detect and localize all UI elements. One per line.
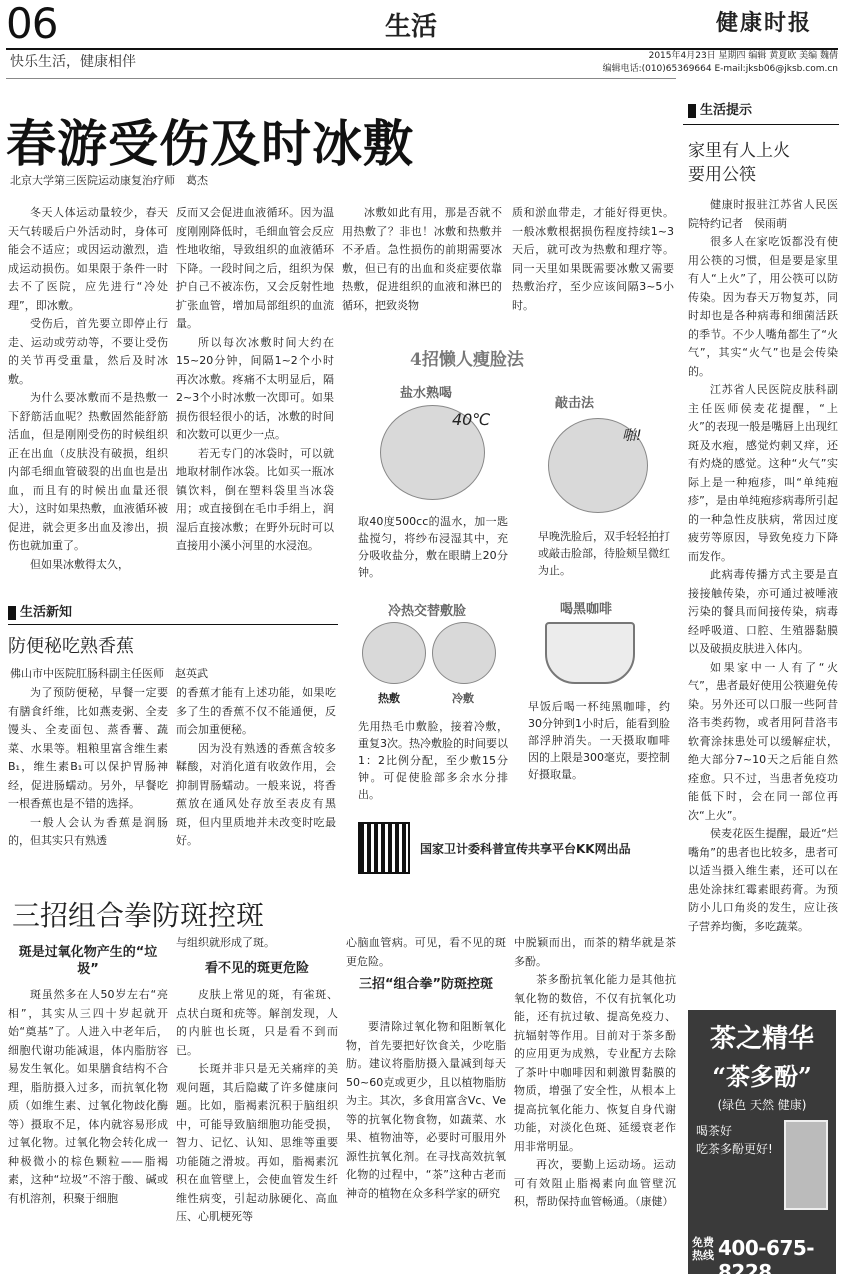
issue-date-editors: 2015年4月23日 星期四 编辑 黄夏欧 美编 魏倩: [648, 51, 838, 61]
article3-subhead1: 斑是过氧化物产生的“垃圾”: [18, 945, 158, 977]
section-rule: [8, 624, 338, 625]
paragraph: 但如果冰敷得太久，: [30, 557, 129, 571]
product-bottle-image: [784, 1120, 828, 1210]
paragraph: 此病毒传播方式主要是直接接触传染，亦可通过被唾液污染的餐具而间接传染，病毒经呼吸道、口腔、生殖器黏膜以及破损皮肤进入体内。: [688, 568, 838, 655]
coffee-cup-illustration: [545, 622, 635, 684]
paragraph: 冰敷如此有用，那是否就不用热敷了？非也！冰敷和热敷并不矛盾。急性损伤的前期需要冰敷，但已有的出血和炎症要依靠热敷，促进组织的血液和淋巴的循环，把致炎物: [342, 206, 502, 312]
article3-col1: [8, 986, 168, 1276]
article1-byline: 北京大学第三医院运动康复治疗师 葛杰: [10, 174, 208, 187]
ad-phone[interactable]: 400-675-8228: [718, 1236, 815, 1284]
paragraph: 斑虽然多在人50岁左右“亮相”，其实从三四十岁起就开始“奠基”了。人进入中老年后，细胞代谢功能减退，体内脂肪容易发生氧化。如果膳食结构不合理，脂肪摄入过多，而抗氧化物质（如维生素、过氧化物歧化酶等）摄取不足，体内就容易形成过氧化物。过氧化物会转化成一种极微小的棕色颗粒——脂褐素，这种“垃圾”不溶于酸、碱或有机溶剂，积聚于细胞: [8, 988, 168, 1205]
article2-title: 防便秘吃熟香蕉: [8, 636, 134, 657]
article2-col1: [8, 684, 168, 872]
article1-col2: [176, 204, 334, 599]
article3-col4: [514, 934, 676, 1276]
method-caption: 先用热毛巾敷脸，接着冷敷，重复3次。热冷敷脸的时间要以1：2比例分配，至少敷15分钟。可促使脸部多余水分排出。: [358, 720, 508, 801]
sidebar-rule: [683, 124, 839, 125]
ad-slogan2: 吃茶多酚更好!: [696, 1142, 773, 1156]
paragraph: 长斑并非只是无关痛痒的美观问题，其后隐藏了许多健康问题。比如，脂褐素沉积于脑组织中，可能导致脑细胞功能受损，智力、记忆、认知、思维等重要功能随之滑坡。再如，脂褐素沉积在血管壁上，会使血管发生纤维性病变，引起动脉硬化、高血压、心肌梗死等: [176, 1062, 338, 1223]
article3-col2-intro: 与组织就形成了斑。: [176, 936, 275, 949]
method-caption: 早晚洗脸后，双手轻轻拍打或敲击脸部，待脸颊呈微红为止。: [538, 530, 670, 577]
newspaper-logo: 健康时报: [716, 10, 813, 36]
article2-col2: [176, 684, 336, 872]
paragraph: 侯麦花医生提醒，最近“烂嘴角”的患者也比较多，患者可以适当摄入维生素，还可以在患处涂抹红霉素眼药膏。为预防小儿口角炎的发生，应让孩子营养均衡，多吃蔬菜。: [688, 827, 838, 933]
method-title: 喝黑咖啡: [560, 602, 613, 617]
paragraph: 受伤后，首先要立即停止行走、运动或劳动等，不要让受伤的关节再受重量，然后及时冰敷。: [8, 317, 168, 386]
paragraph: 反而又会促进血液循环。因为温度刚刚降低时，毛细血管会反应性地收缩，导致组织的血液循环下降。一段时间之后，组织为保护自己不被冻伤，又会反射性地扩张血管，增加局部组织的血流量。: [176, 206, 334, 330]
article3-col3-intro: 心脑血管病。可见，看不见的斑更危险。: [346, 936, 506, 968]
method-title: 冷热交替敷脸: [388, 604, 467, 619]
sidebar-title: [688, 139, 790, 187]
article1-col4: [512, 204, 674, 334]
paragraph: 的香蕉才能有上述功能，如果吃多了生的香蕉不仅不能通便，反而会加重便秘。: [176, 686, 336, 736]
hot-label: 热敷: [378, 692, 400, 705]
ad-hotline-label: 免费热线: [692, 1236, 714, 1262]
paragraph: 皮肤上常见的斑，有雀斑、点状白斑和疣等。解剖发现，人的内脏也长斑，只是看不到而已。: [176, 988, 338, 1057]
section-label-new-knowledge: 生活新知: [8, 606, 72, 620]
paragraph: 因为没有熟透的香蕉含较多鞣酸，对消化道有收敛作用，会抑制胃肠蠕动。一般来说，将香蕉放在通风处存放至表皮有黑斑，但内里质地并未改变时吃最好。: [176, 741, 336, 847]
article3-subhead3: 三招“组合拳”防斑控斑: [358, 977, 494, 992]
article1-col1: [8, 204, 168, 599]
figure-title: 4招懒人瘦脸法: [410, 350, 524, 370]
qr-code: [358, 822, 410, 874]
issue-meta: [560, 50, 838, 76]
method-caption: 早饭后喝一杯纯黑咖啡，约30分钟到1小时后，能看到脸部浮肿消失。一天摄取咖啡因的上限是300毫克，要控制好摄取量。: [528, 700, 670, 781]
face-hot-illustration: [362, 622, 426, 684]
temperature-label: 40℃: [452, 410, 491, 429]
paragraph: 质和淤血带走，才能好得更快。一般冰敷根据损伤程度持续1~3天后，就可改为热敷和理疗等。同一天里如果既需要冰敷又需要热敷治疗，至少应该间隔3~5小时。: [512, 206, 674, 312]
sidebar-title-line1: 家里有人上火: [688, 141, 790, 161]
article3-col2: [176, 986, 338, 1276]
paragraph: 茶多酚抗氧化能力是其他抗氧化物的数倍，不仅有抗氧化功能，还有抗过敏、提高免疫力、抗辐射等作用。目前对于茶多酚的应用更为成熟，专业配方去除了茶叶中咖啡因和刺激胃黏膜的物质，增强了安全性，从根本上提高抗氧化能力、恢复自身代谢功能，对淡化色斑、延缓衰老作用非常明显。: [514, 973, 676, 1153]
article2-byline: 佛山市中医院肛肠科副主任医师 赵英武: [10, 667, 208, 680]
paragraph: 一般人会认为香蕉是润肠的，但其实只有熟透: [8, 815, 168, 847]
article3-subhead2: 看不见的斑更危险: [204, 961, 309, 976]
headline: 春游受伤及时冰敷: [6, 114, 414, 173]
paragraph: 中脱颖而出，而茶的精华就是茶多酚。: [514, 936, 676, 968]
paragraph: 很多人在家吃饭都没有使用公筷的习惯，但是要是家里有人“上火”了，用公筷可以防传染。因为春天万物复苏，同时却也是各种病毒和细菌活跃的季节。不少人嘴角都生了“火气”，其实“火气”也是会传染的。: [688, 235, 838, 378]
section-title: 生活: [385, 12, 438, 42]
sound-label: 啪!: [622, 428, 642, 444]
paragraph: 健康时报驻江苏省人民医院特约记者 侯雨萌: [688, 198, 838, 230]
method-caption: 取40度500cc的温水，加一匙盐搅匀，将纱布浸湿其中，充分吸收盐分，敷在眼睛上20分钟。: [358, 515, 508, 579]
ad-tagline: (绿色 天然 健康): [717, 1098, 807, 1112]
sidebar-body: [688, 196, 838, 1004]
sidebar-title-line2: 要用公筷: [688, 165, 756, 185]
article1-col3: [342, 204, 502, 334]
paragraph: 若无专门的冰袋时，可以就地取材制作冰袋。比如买一瓶冰镇饮料，倒在塑料袋里当冰袋用；或直接倒在毛巾手绢上，润湿后直接冰敷；在野外玩时可以直接用小溪小河里的水浸泡。: [176, 446, 334, 552]
paragraph: 再次，要勤上运动场。运动可有效阻止脂褐素向血管壁沉积，帮助保持血管畅通。（康健）: [514, 1158, 676, 1208]
page-number: 06: [6, 0, 58, 48]
advertisement[interactable]: [688, 1010, 836, 1284]
paragraph: 为什么要冰敷而不是热敷一下舒筋活血呢？热敷固然能舒筋活血，但是刚刚受伤的时候组织正在出血（皮肤没有破损，组织内部毛细血管破裂的出血也是出血，而且有的时候出血量还很大），这时如果热敷，血液循环被促进，就会更多出血及渗出，损伤也就加重了。: [8, 391, 168, 552]
paragraph: 江苏省人民医院皮肤科副主任医师侯麦花提醒，“上火”的表现一般是嘴唇上出现红斑及水疱，感觉灼刺又痒，还有灼烧的感觉。这种“火气”实际上是一种疱疹，叫“单纯疱疹”，是由单纯疱疹病毒所引起的一种急性皮肤病，常因过度疲劳等原因，导致免疫力下降而发作。: [688, 383, 838, 563]
cold-label: 冷敷: [452, 692, 474, 705]
paragraph: 所以每次冰敷时间大约在15~20分钟，间隔1~2个小时再次冰敷。疼痛不太明显后，隔2~3个小时冰敷一次即可。如果损伤很轻很小的话，冰敷的时间和次数可以更少一点。: [176, 335, 334, 441]
slogan: 快乐生活，健康相伴: [10, 54, 136, 70]
paragraph: 冬天人体运动量较少，春天天气转暖后户外活动时，身体可能会不适应；或因运动激烈，造成运动损伤。如果限于条件一时去不了医院，应先进行“冷处理”，即冰敷。: [8, 206, 168, 312]
face-cold-illustration: [432, 622, 496, 684]
qr-caption: 国家卫计委科普宣传共享平台KK网出品: [420, 842, 631, 856]
ad-product: “茶多酚”: [712, 1062, 812, 1091]
article3-title: 三招组合拳防斑控斑: [12, 899, 265, 932]
issue-contact: 编辑电话:(010)65369664 E-mail:jksb06@jksb.com.cn: [602, 64, 838, 74]
ad-title: 茶之精华: [709, 1024, 814, 1054]
header-subrule: [6, 78, 676, 79]
article3-col3: [346, 1018, 506, 1276]
paragraph: 为了预防便秘，早餐一定要有膳食纤维，比如燕麦粥、全麦馒头、全麦面包、蒸香薯、蔬菜、水果等。粗粮里富含维生素B₁，维生素B₁可以保护胃肠神经，促进肠蠕动。另外，早餐吃一根香蕉也是不错的选择。: [8, 686, 168, 810]
method-title: 盐水熟喝: [400, 386, 453, 401]
paragraph: 如果家中一人有了“火气”，患者最好使用公筷避免传染。另外还可以口服一些阿昔洛韦类药物，或者用阿昔洛韦软膏涂抹患处可以缓解症状，绝大部分7~10天之后能自然痊愈。只不过，当患者免疫功能低下时，会在同一部位再次“上火”。: [688, 660, 838, 822]
paragraph: 要清除过氧化物和阻断氧化物，首先要把好饮食关，少吃脂肪。建议将脂肪摄入量减到每天50~60克或更少，且以植物脂肪为主。其次，多食用富含Vc、Ve等的抗氧化物食物，如蔬菜、水果、植物油等，必要时可服用外源性抗氧化剂。在寻找高效抗氧化物的过程中，“茶”这种古老而神奇的植物在众多科学家的研究: [346, 1020, 506, 1200]
section-label-tips: 生活提示: [688, 104, 752, 118]
ad-slogan1: 喝茶好: [696, 1124, 733, 1138]
method-title: 敲击法: [555, 396, 595, 411]
